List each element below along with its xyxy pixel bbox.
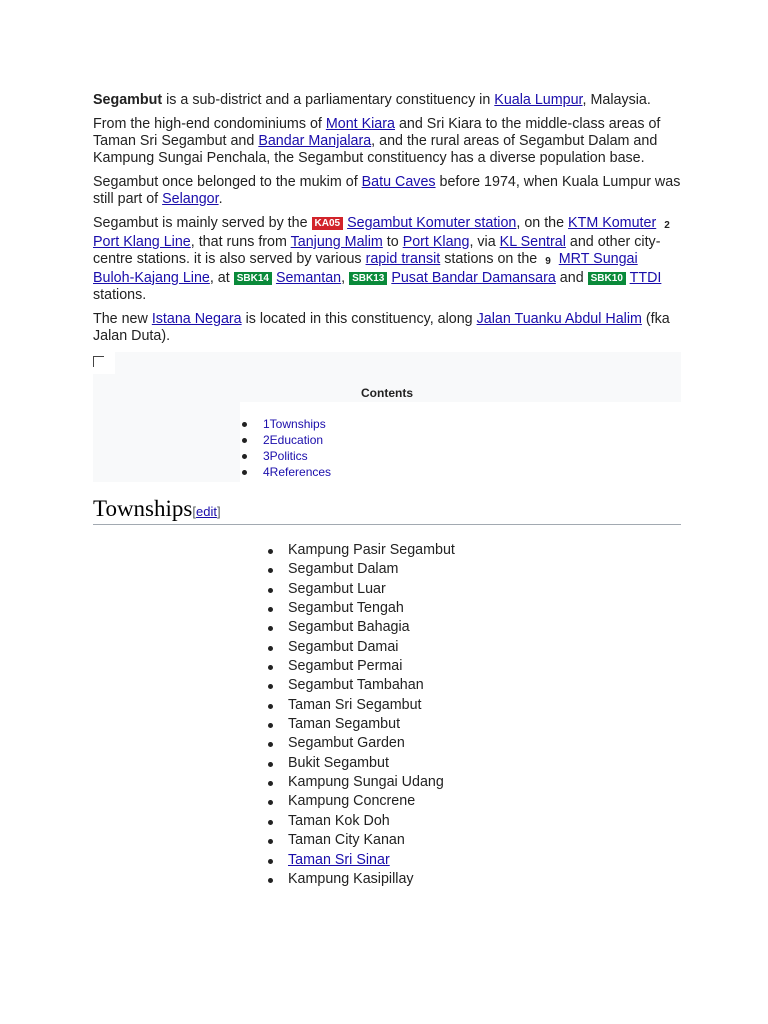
link-kuala-lumpur[interactable]: Kuala Lumpur <box>494 92 583 108</box>
list-item: Taman Segambut <box>266 715 681 734</box>
list-item: Segambut Luar <box>266 580 681 599</box>
table-of-contents <box>93 352 681 482</box>
link-mont-kiara[interactable]: Mont Kiara <box>325 116 395 132</box>
history-paragraph: Segambut once belonged to the mukim of Batu Caves before 1974, when Kuala Lumpur was still part of Selangor. <box>93 174 681 207</box>
townships-list <box>93 541 681 889</box>
istana-paragraph: The new Istana Negara is located in this constituency, along Jalan Tuanku Abdul Halim (fka Jalan Duta). <box>93 311 670 344</box>
link-selangor[interactable]: Selangor <box>162 191 219 207</box>
list-item: Kampung Pasir Segambut <box>266 541 681 560</box>
station-code-badge-sbk10: SBK10 <box>588 272 626 285</box>
list-item: Segambut Damai <box>266 638 681 657</box>
link-ktm-komuter[interactable]: KTM Komuter <box>568 215 657 231</box>
list-item: Kampung Sungai Udang <box>266 773 681 792</box>
list-item: Segambut Permai <box>266 657 681 676</box>
station-code-badge-ka05: KA05 <box>312 217 344 230</box>
link-batu-caves[interactable]: Batu Caves <box>361 174 436 190</box>
list-item-link-taman-sri-sinar[interactable]: Taman Sri Sinar <box>266 851 681 870</box>
list-item: Kampung Concrene <box>266 792 681 811</box>
link-tanjung-malim[interactable]: Tanjung Malim <box>290 234 383 250</box>
article-body <box>93 92 681 889</box>
link-bandar-manjalara[interactable]: Bandar Manjalara <box>258 133 372 149</box>
toc-item-references[interactable]: 4References <box>240 464 681 480</box>
line-number-9: 9 <box>545 256 551 267</box>
link-mrt-line[interactable]: MRT Sungai Buloh-Kajang Line <box>93 251 638 286</box>
list-item: Taman City Kanan <box>266 831 681 850</box>
station-code-badge-sbk13: SBK13 <box>349 272 387 285</box>
intro-paragraph: Segambut is a sub-district and a parliamentary constituency in Kuala Lumpur, Malaysia. <box>93 92 651 108</box>
demographics-paragraph: From the high-end condominiums of Mont Kiara and Sri Kiara to the middle-class areas of Taman Sri Segambut and Bandar Manjalara, and the rural areas of Segambut Dalam and Kampung Sungai Penchala, the Segambut constituency has a diverse population base. <box>93 116 661 166</box>
article-subject: Segambut <box>93 92 163 108</box>
link-segambut-komuter-station[interactable]: Segambut Komuter station <box>347 215 517 231</box>
line-number-2: 2 <box>664 220 670 231</box>
link-ttdi[interactable]: TTDI <box>629 270 662 286</box>
toc-item-townships[interactable]: 1Townships <box>240 416 681 432</box>
link-rapid-transit[interactable]: rapid transit <box>365 251 441 267</box>
list-item: Taman Sri Segambut <box>266 696 681 715</box>
list-item: Segambut Dalam <box>266 560 681 579</box>
toc-list-container <box>240 402 681 482</box>
toc-title: Contents <box>361 386 413 400</box>
link-istana-negara[interactable]: Istana Negara <box>151 311 242 327</box>
link-kl-sentral[interactable]: KL Sentral <box>499 234 566 250</box>
edit-section: [edit] <box>192 504 221 519</box>
list-item: Segambut Garden <box>266 734 681 753</box>
list-item: Segambut Bahagia <box>266 618 681 637</box>
link-port-klang[interactable]: Port Klang <box>402 234 470 250</box>
list-item: Taman Kok Doh <box>266 812 681 831</box>
townships-section-heading <box>93 496 681 525</box>
edit-section-link[interactable]: edit <box>195 504 217 519</box>
list-item: Segambut Tengah <box>266 599 681 618</box>
transport-paragraph: Segambut is mainly served by the KA05 Segambut Komuter station, on the KTM Komuter 2 Port Klang Line, that runs from Tanjung Malim to Port Klang, via KL Sentral and other city-centre stations. it is also served by various rapid transit stations on the 9 MRT Sungai Buloh-Kajang Line, at SBK14 Semantan, SBK13 Pusat Bandar Damansara and SBK10 TTDI stations. <box>93 215 681 304</box>
toc-item-education[interactable]: 2Education <box>240 432 681 448</box>
link-port-klang-line[interactable]: Port Klang Line <box>93 234 191 250</box>
toc-list <box>240 416 681 480</box>
townships-title: Townships <box>93 496 193 521</box>
list-item: Bukit Segambut <box>266 754 681 773</box>
link-pusat-bandar-damansara[interactable]: Pusat Bandar Damansara <box>391 270 556 286</box>
list-item: Segambut Tambahan <box>266 676 681 695</box>
toc-toggle-checkbox-icon[interactable] <box>93 356 104 367</box>
toc-item-politics[interactable]: 3Politics <box>240 448 681 464</box>
link-semantan[interactable]: Semantan <box>275 270 342 286</box>
link-jalan-tuanku-abdul-halim[interactable]: Jalan Tuanku Abdul Halim <box>476 311 642 327</box>
list-item: Kampung Kasipillay <box>266 870 681 889</box>
station-code-badge-sbk14: SBK14 <box>234 272 272 285</box>
